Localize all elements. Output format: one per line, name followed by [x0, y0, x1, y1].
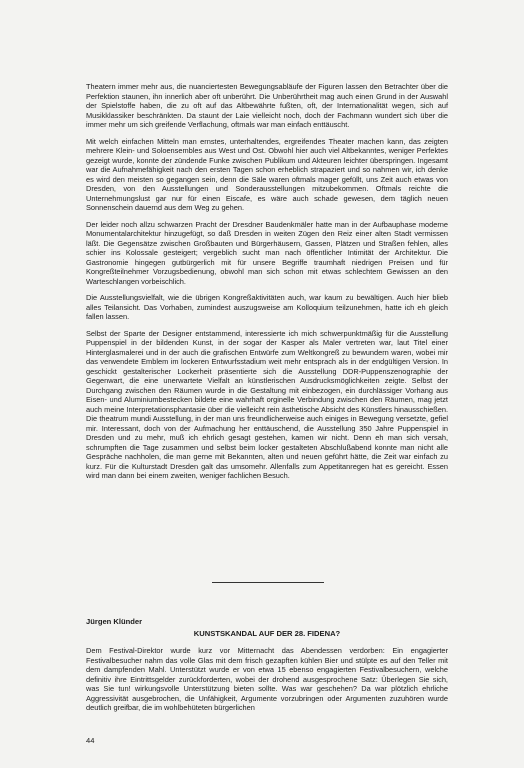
article-title: KUNSTSKANDAL AUF DER 28. FIDENA? [193, 629, 341, 638]
author-name: Jürgen Klünder [86, 617, 143, 626]
paragraph: Dem Festival-Direktor wurde kurz vor Mitternacht das Abendessen verdorben: Ein engagierter Festivalbesucher nahm das volle Glas mit dem frisch gezapften kühlen Bier und stülpte es auf den Teller mit dem dampfenden Mahl. Unterstützt wurde er von etwa 15 ebenso engagierten Festivalbesuchern, welche definitiv ihre Eintrittsgelder zurückforderten, wobei der drohend ausgesprochene Satz: Überlegen Sie sich, was Sie tun! wirkungsvolle Unterstützung bieten sollte. Was war geschehen? Da war plötzlich ehrliche Aggressivität ausgebrochen, die Unfähigkeit, Argumente vorzubringen oder Argumenten zuzuhören wurde deutlich greifbar, die im wohlbehüteten bürgerlichen [86, 646, 448, 712]
section-divider [212, 582, 324, 583]
paragraph: Die Ausstellungsvielfalt, wie die übrigen Kongreßaktivitäten auch, war kaum zu bewältigen. Auch hier blieb alles Teilansicht. Das Vorhaben, zumindest auszugsweise am Kolloquium teilzunehmen, hatte ich eh gleich fallen lassen. [86, 293, 448, 321]
article-continuation [86, 82, 448, 488]
paragraph: Selbst der Sparte der Designer entstammend, interessierte ich mich schwerpunktmäßig für die Ausstellung Puppenspiel in der bildenden Kunst, in der sogar der Kasper als Maler vertreten war, laut Titel einer Hinterglasmalerei und in der auch die grafischen Entwürfe zum Weltkongreß zu bewundern waren, wobei mir das verwendete Emblem im lockeren Entwurfsstadium weit mehr entsprach als in der endgültigen Version. In geschickt gestalterischer Lockerheit präsentierte sich die Ausstellung DDR-Puppenszenographie der Gegenwart, die eine unerwartete Vielfalt an künstlerischen Ausdrucksmöglichkeiten zeigte. Selbst der Durchgang zwischen den Räumen wurde in die Gestaltung mit einbezogen, ein durchlässiger Vorhang aus Eisen- und Aluminiumbestecken bildete eine wahrhaft orginelle Verbindung zwischen den Räumen, mag jetzt auch meine Interpretationsphantasie über die vielleicht rein ästhetische Absicht des Künstlers hinausschießen. Die theatrum mundi Ausstellung, in der man uns freundlicherweise auch einiges in Bewegung versetzte, gefiel mir. Interessant, doch von der Aufmachung her enttäuschend, die Ausstellung 350 Jahre Puppenspiel in Dresden und zu mehr, muß ich ehrlich gesagt gestehen, kamen wir nicht. Denn eh man sich versah, schrumpften die Tage zusammen und selbst beim locker gestalteten Abschlußabend konnte man nicht alle Gespräche nachholen, die man gerne mit Bekannten, alten und neuen geführt hätte, die Zeit war einfach zu kurz. Für die Kulturstadt Dresden galt das umsomehr. Allenfalls zum Appetitanregen hat es gereicht. Essen wird man dann bei einem zweiten, weniger fachlichen Besuch. [86, 328, 448, 480]
page-number: 44 [86, 736, 95, 745]
paragraph: Mit welch einfachen Mitteln man ernstes, unterhaltendes, ergreifendes Theater machen kann, das zeigten mehrere Klein- und Soloensembles aus West und Ost. Obwohl hier auch viel Altbekanntes, weniger Perfektes gezeigt wurde, konnte der zündende Funke zwischen Publikum und Akteuren leichter überspringen. Ingesamt war die Aufnahmefähigkeit nach den ersten Tagen schon erheblich strapaziert und so nahmen wir, ich denke es wird den meisten so gegangen sein, denn die Säle waren oftmals mager gefüllt, uns Zeit auch etwas von Dresden, von den Ausstellungen und Sonderausstellungen mitzubekommen. Oftmals reichte die Unternehmungslust gar nur für einen Eiscafe, es wäre auch schade gewesen, dem täglich neuen Sonnenschein dauernd aus dem Weg zu gehen. [86, 136, 448, 212]
paragraph: Der leider noch allzu schwarzen Pracht der Dresdner Baudenkmäler hatte man in der Aufbauphase moderne Monumentalarchitektur hinzugefügt, so daß Dresden in weiten Zügen den Reiz einer alten Stadt vermissen läßt. Die Gegensätze zwischen Großbauten und Bürgerhäusern, Gassen, Plätzen und Straßen fehlen, alles schier ins Kolossale gesteigert; vergeblich sucht man nach öffentlicher Intimität der Architektur. Die Gastronomie hingegen gutbürgerlich mit für unsere Begriffe traumhaft niedrigen Preisen und für Kongreßteilnehmer Vorzugsbedienung, obwohl man sich schon mit etwas schlechtem Gewissen an den Warteschlangen vorbeischlich. [86, 219, 448, 286]
paragraph: Theatern immer mehr aus, die nuanciertesten Bewegungsabläufe der Figuren lassen den Betrachter über die Perfektion staunen, ihn innerlich aber oft unberührt. Die Unberührtheit mag auch einen Grund in der Auswahl der Spielstoffe haben, die zu oft auf das Altbewährte fußten, oft, der Internationalität wegen, sich auf Musikklassiker beschränkten. Da staunt der Laie vielleicht noch, doch der Fachmann wundert sich über die immer mehr um sich greifende Verflachung, oftmals war man einfach enttäuscht. [86, 82, 448, 129]
article-body [86, 646, 448, 720]
